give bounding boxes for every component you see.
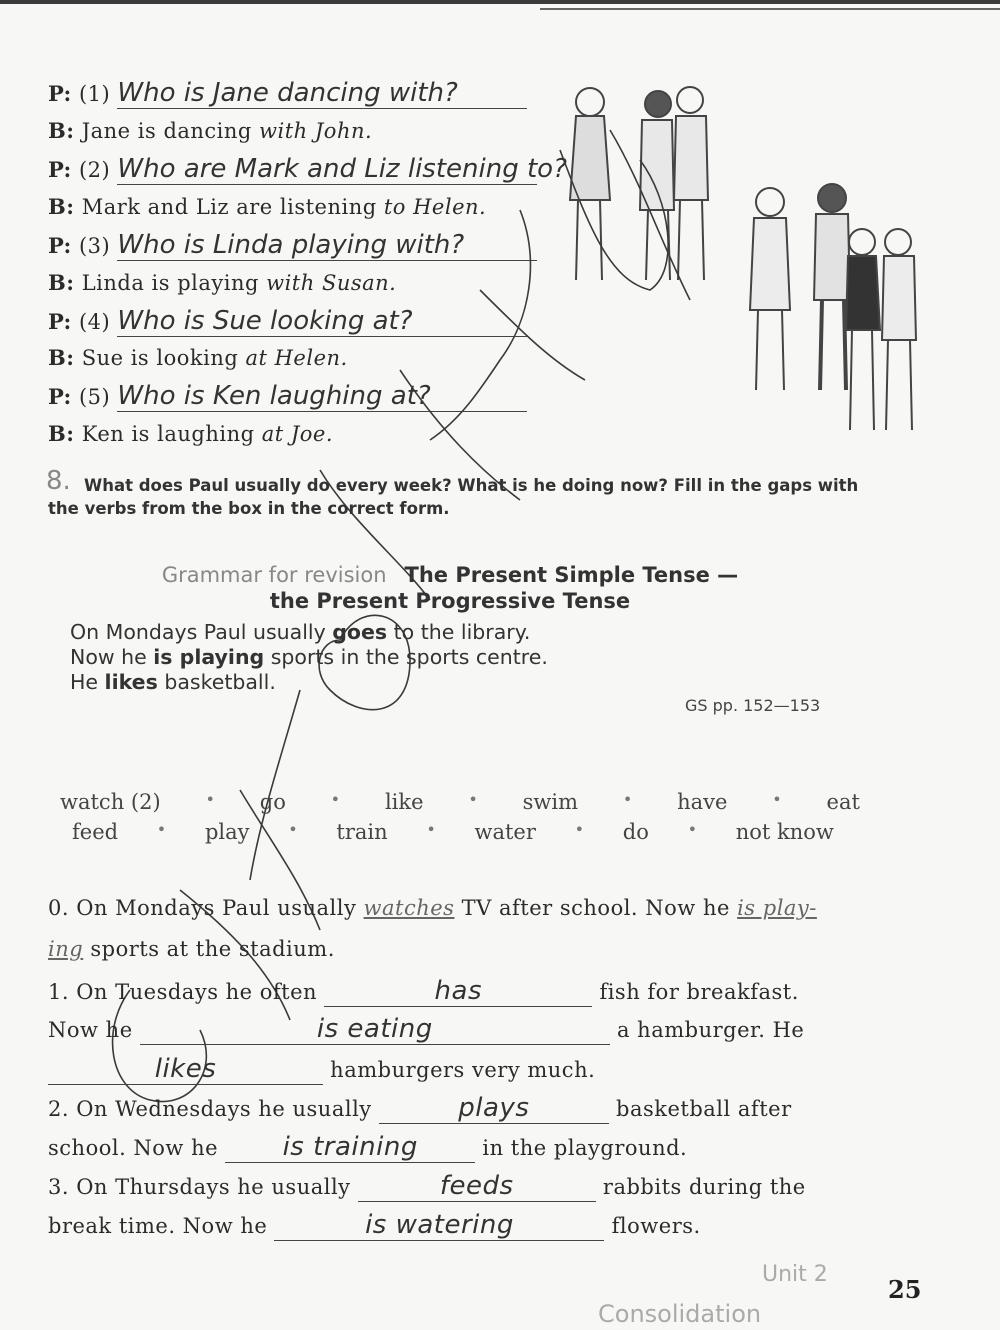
dialogue-italic-text: to Helen. — [383, 195, 487, 219]
word-box-item: feed — [72, 820, 119, 844]
exercise-line-1: 1. On Tuesdays he often has fish for breakfast. — [48, 976, 799, 1006]
question-number: (4) — [78, 310, 111, 334]
dialogue-italic-text: with John. — [259, 119, 373, 143]
dialogue-text: Jane is dancing — [81, 119, 260, 143]
speaker-label: P: — [48, 309, 72, 334]
question-number: (1) — [78, 82, 111, 106]
example-answer: ing — [48, 937, 84, 961]
exercise-line-4: 2. On Wednesdays he usually plays basketball after — [48, 1093, 792, 1123]
speaker-label: B: — [48, 118, 75, 143]
word-box-item: swim — [522, 790, 579, 814]
word-box-item: eat — [826, 790, 860, 814]
answer-field[interactable]: has — [324, 976, 592, 1007]
answer-field[interactable]: is training — [225, 1132, 475, 1163]
handwritten-answer[interactable]: Who is Ken laughing at? — [117, 381, 527, 412]
grammar-reference: GS pp. 152—153 — [685, 696, 821, 715]
dialogue-text: Mark and Liz are listening — [81, 195, 384, 219]
exercise-line-7: break time. Now he is watering flowers. — [48, 1210, 701, 1240]
word-box-item: do — [622, 820, 649, 844]
question-number: (5) — [78, 385, 111, 409]
dialogue-text: Ken is laughing — [81, 422, 262, 446]
dialogue-text: Linda is playing — [81, 271, 267, 295]
word-box-item: go — [259, 790, 286, 814]
task-number: 8. — [46, 466, 71, 496]
word-box-item: train — [336, 820, 388, 844]
exercise-line-5: school. Now he is training in the playground. — [48, 1132, 688, 1162]
grammar-example-2: Now he is playing sports in the sports centre. — [70, 645, 548, 669]
handwritten-answer[interactable]: Who is Linda playing with? — [117, 230, 537, 261]
example-answer: is play- — [737, 896, 817, 920]
answer-field[interactable]: feeds — [358, 1171, 596, 1202]
exercise-line-0: 0. On Mondays Paul usually watches TV after school. Now he is play- — [48, 896, 817, 920]
speaker-label: B: — [48, 421, 75, 446]
speaker-label: P: — [48, 81, 72, 106]
answer-field[interactable]: likes — [48, 1054, 323, 1085]
speaker-label: B: — [48, 270, 75, 295]
word-box-row-1: watch (2) • go • like • swim • have • eat — [60, 790, 860, 814]
exercise-line-6: 3. On Thursdays he usually feeds rabbits during the — [48, 1171, 806, 1201]
word-box-item: play — [204, 820, 250, 844]
answer-field[interactable]: plays — [379, 1093, 609, 1124]
exercise-line-0b: ing sports at the stadium. — [48, 937, 335, 961]
dialogue-italic-text: at Joe. — [261, 422, 334, 446]
word-box-item: water — [474, 820, 536, 844]
dialogue-italic-text: at Helen. — [245, 346, 348, 370]
example-answer: watches — [363, 896, 455, 920]
answer-field[interactable]: is watering — [274, 1210, 604, 1241]
grammar-examples — [70, 620, 548, 695]
speaker-label: B: — [48, 345, 75, 370]
handwritten-answer[interactable]: Who is Jane dancing with? — [117, 78, 527, 109]
grammar-title-line2: the Present Progressive Tense — [269, 589, 631, 613]
speaker-label: P: — [48, 233, 72, 258]
word-box-item: have — [677, 790, 728, 814]
dialogue-italic-text: with Susan. — [266, 271, 397, 295]
word-box-item: like — [384, 790, 424, 814]
word-box-row-2: feed • play • train • water • do • not know — [72, 820, 834, 844]
grammar-title-line1: The Present Simple Tense — — [404, 563, 739, 587]
dialogue-text: Sue is looking — [81, 346, 246, 370]
page-number: 25 — [888, 1275, 922, 1304]
grammar-label: Grammar for revision — [161, 563, 387, 587]
exercise-line-2: Now he is eating a hamburger. He — [48, 1014, 805, 1044]
handwritten-answer[interactable]: Who are Mark and Liz listening to? — [117, 154, 567, 184]
section-label: Consolidation — [598, 1300, 762, 1328]
speaker-label: P: — [48, 384, 72, 409]
speaker-label: B: — [48, 194, 75, 219]
question-number: (3) — [78, 234, 111, 258]
grammar-title — [0, 562, 900, 614]
grammar-example-3: He likes basketball. — [70, 670, 276, 694]
word-box-item: not know — [735, 820, 834, 844]
grammar-example-1: On Mondays Paul usually goes to the library. — [70, 620, 531, 644]
task-instruction: What does Paul usually do every week? What is he doing now? Fill in the gaps with the verbs from the box in the correct form. — [48, 476, 859, 518]
exercise-line-3: likes hamburgers very much. — [48, 1054, 595, 1085]
speaker-label: P: — [48, 157, 72, 182]
handwritten-answer[interactable]: Who is Sue looking at? — [117, 306, 527, 337]
unit-label: Unit 2 — [762, 1262, 828, 1287]
word-box-item: watch (2) — [60, 790, 161, 814]
question-number: (2) — [78, 158, 111, 182]
answer-field[interactable]: is eating — [140, 1014, 610, 1045]
